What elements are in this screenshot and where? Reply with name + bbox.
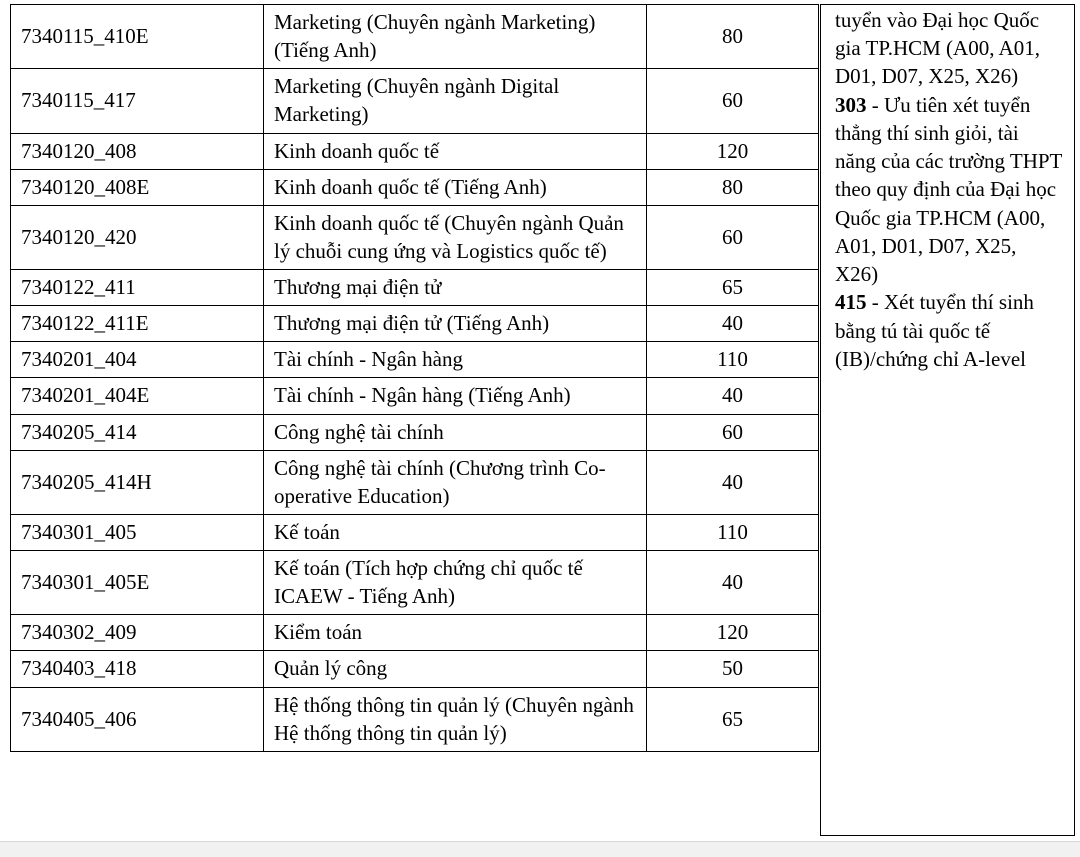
program-quota-cell: 80 [647, 169, 819, 205]
program-name-cell: Thương mại điện tử (Tiếng Anh) [264, 306, 647, 342]
program-code-cell: 7340205_414H [11, 450, 264, 514]
program-name-cell: Marketing (Chuyên ngành Digital Marketing) [264, 69, 647, 133]
program-quota-cell: 65 [647, 687, 819, 751]
table-row [11, 450, 819, 514]
program-quota-cell: 60 [647, 205, 819, 269]
program-quota-cell: 40 [647, 378, 819, 414]
program-name-cell: Kiểm toán [264, 615, 647, 651]
program-quota-cell: 60 [647, 414, 819, 450]
note-item-415 [835, 288, 1064, 373]
program-code-cell: 7340122_411E [11, 306, 264, 342]
program-code-cell: 7340302_409 [11, 615, 264, 651]
program-quota-cell: 40 [647, 551, 819, 615]
program-quota-cell: 110 [647, 342, 819, 378]
program-code-cell: 7340115_410E [11, 5, 264, 69]
program-name-cell: Hệ thống thông tin quản lý (Chuyên ngành Hệ thống thông tin quản lý) [264, 687, 647, 751]
program-code-cell: 7340120_408 [11, 133, 264, 169]
program-name-cell: Tài chính - Ngân hàng [264, 342, 647, 378]
admission-programs-table [10, 4, 819, 752]
note-code-303: 303 [835, 92, 867, 117]
table-row [11, 5, 819, 69]
table-row [11, 270, 819, 306]
program-quota-cell: 40 [647, 306, 819, 342]
table-row [11, 69, 819, 133]
note-text-303: Ưu tiên xét tuyển thẳng thí sinh giỏi, tài năng của các trường THPT theo quy định của Đại học Quốc gia TP.HCM (A00, A01, D01, D07, X25, X26) [835, 92, 1062, 287]
program-name-cell: Thương mại điện tử [264, 270, 647, 306]
program-quota-cell: 110 [647, 514, 819, 550]
table-row [11, 306, 819, 342]
program-code-cell: 7340201_404 [11, 342, 264, 378]
program-name-cell: Quản lý công [264, 651, 647, 687]
admission-method-notes-column [820, 4, 1075, 836]
program-name-cell: Kinh doanh quốc tế [264, 133, 647, 169]
table-row [11, 687, 819, 751]
program-quota-cell: 120 [647, 133, 819, 169]
note-text-415: Xét tuyển thí sinh bằng tú tài quốc tế (IB)/chứng chỉ A-level [835, 290, 1034, 371]
program-name-cell: Kinh doanh quốc tế (Tiếng Anh) [264, 169, 647, 205]
note-code-415: 415 [835, 290, 867, 315]
program-name-cell: Marketing (Chuyên ngành Marketing) (Tiếng Anh) [264, 5, 647, 69]
program-code-cell: 7340301_405E [11, 551, 264, 615]
table-row [11, 205, 819, 269]
program-code-cell: 7340120_420 [11, 205, 264, 269]
program-name-cell: Kế toán [264, 514, 647, 550]
table-row [11, 169, 819, 205]
program-name-cell: Công nghệ tài chính (Chương trình Co-operative Education) [264, 450, 647, 514]
program-code-cell: 7340115_417 [11, 69, 264, 133]
program-name-cell: Tài chính - Ngân hàng (Tiếng Anh) [264, 378, 647, 414]
table-row [11, 514, 819, 550]
note-separator-303: - [866, 92, 884, 117]
program-code-cell: 7340122_411 [11, 270, 264, 306]
program-code-cell: 7340405_406 [11, 687, 264, 751]
table-row [11, 378, 819, 414]
program-name-cell: Công nghệ tài chính [264, 414, 647, 450]
program-code-cell: 7340403_418 [11, 651, 264, 687]
program-quota-cell: 80 [647, 5, 819, 69]
program-code-cell: 7340301_405 [11, 514, 264, 550]
note-continued-text: tuyển vào Đại học Quốc gia TP.HCM (A00, A01, D01, D07, X25, X26) [835, 8, 1040, 89]
programs-table-body [11, 5, 819, 752]
program-code-cell: 7340201_404E [11, 378, 264, 414]
program-code-cell: 7340205_414 [11, 414, 264, 450]
program-quota-cell: 120 [647, 615, 819, 651]
program-quota-cell: 40 [647, 450, 819, 514]
program-code-cell: 7340120_408E [11, 169, 264, 205]
table-row [11, 414, 819, 450]
program-name-cell: Kế toán (Tích hợp chứng chỉ quốc tế ICAEW - Tiếng Anh) [264, 551, 647, 615]
table-row [11, 615, 819, 651]
program-name-cell: Kinh doanh quốc tế (Chuyên ngành Quản lý chuỗi cung ứng và Logistics quốc tế) [264, 205, 647, 269]
table-row [11, 133, 819, 169]
program-quota-cell: 50 [647, 651, 819, 687]
page-bottom-edge [0, 841, 1080, 857]
note-item-303 [835, 91, 1064, 289]
table-row [11, 342, 819, 378]
program-quota-cell: 65 [647, 270, 819, 306]
table-row [11, 651, 819, 687]
table-row [11, 551, 819, 615]
note-separator-415: - [866, 290, 884, 315]
program-quota-cell: 60 [647, 69, 819, 133]
